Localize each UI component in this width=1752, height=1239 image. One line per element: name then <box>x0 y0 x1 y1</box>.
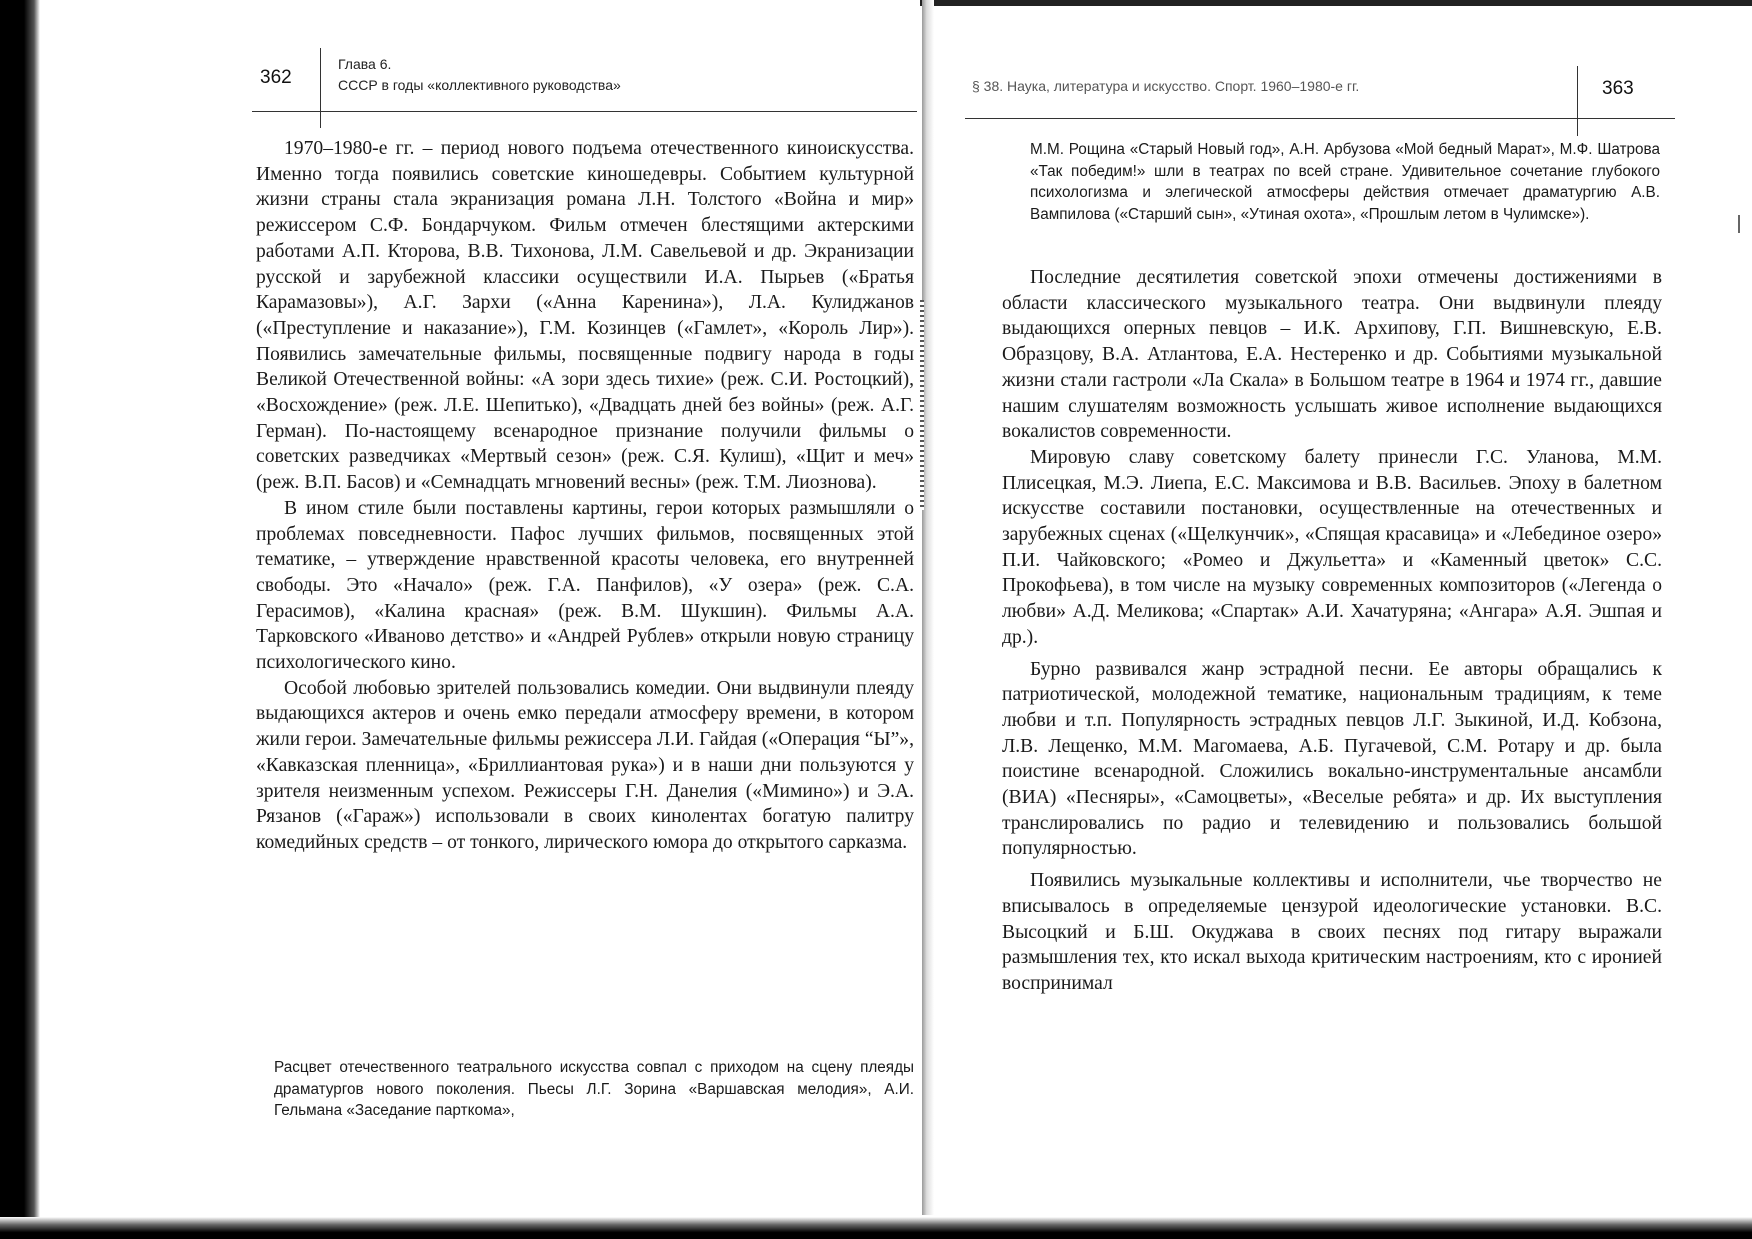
scan-bottom-edge <box>0 1217 1752 1239</box>
paragraph-pop-song: Бурно развивался жанр эстрадной песни. Ее авторы обращались к патриотической, молодежной тематике, национальным традициям, к теме любви и т.п. Популярность эстрадных певцов Л.Г. Зыкиной, И.Д. Кобзона, Л.В. Лещенко, М.М. Магомаева, А.Б. Пугачевой, С.М. Ротару и др. была поистине всенародной. Сложились вокально-инструментальные ансамбли (ВИА) «Песняры», «Самоцветы», «Веселые ребята» и др. Их выступления транслировались по радио и телевидению и пользовались большой популярностью. <box>1002 658 1662 860</box>
right-page <box>935 0 1735 1215</box>
header-vertical-rule <box>320 48 321 128</box>
scan-edge-fragment <box>1738 215 1740 233</box>
header-rule <box>252 111 917 112</box>
theatre-box-continued: М.М. Рощина «Старый Новый год», А.Н. Арбузова «Мой бедный Марат», М.Ф. Шатрова «Так победим!» шли в театрах по всей стране. Удивительное сочетание глубокого психологизма и элегической атмосферы действия отмечает драматургию А.В. Вампилова («Старший сын», «Утиная охота», «Прошлым летом в Чулимске»). <box>1030 141 1660 223</box>
left-page <box>60 0 920 1215</box>
book-gutter <box>922 0 934 1215</box>
right-text-column <box>1002 265 1662 997</box>
running-head-section: § 38. Наука, литература и искусство. Спорт. 1960–1980-е гг. <box>972 78 1360 94</box>
theatre-box-text: Расцвет отечественного театрального искусства совпал с приходом на сцену плеяды драматургов нового поколения. Пьесы Л.Г. Зорина «Варшавская мелодия», А.И. Гельмана «Заседание парткома», <box>274 1059 914 1120</box>
scan-left-edge <box>0 0 40 1239</box>
left-sidebar-box <box>274 1057 914 1122</box>
binding-marks <box>920 300 924 510</box>
running-head-chapter: Глава 6. <box>338 56 392 72</box>
running-head-title: СССР в годы «коллективного руководства» <box>338 77 621 93</box>
paragraph-ballet: Мировую славу советскому балету принесли Г.С. Уланова, М.М. Плисецкая, М.Э. Лиепа, Е.С. Максимова и В.В. Васильев. Эпоху в балетном искусстве составили постановки, осуществленные на отечественных и зарубежных сценах («Щелкунчик», «Спящая красавица» и «Лебединое озеро» П.И. Чайковского; «Ромео и Джульетта» и «Каменный цветок» С.С. Прокофьева), в том числе на музыку современных композиторов («Легенда о любви» А.Д. Меликова; «Спартак» А.И. Хачатуряна; «Ангара» А.Я. Эшпая и др.). <box>1002 446 1662 648</box>
paragraph-comedies: Особой любовью зрителей пользовались комедии. Они выдвинули плеяду выдающихся актеров и очень емко передали атмосферу времени, в котором жили герои. Замечательные фильмы режиссера Л.И. Гайдая («Операция “Ы”», «Кавказская пленница», «Бриллиантовая рука») и в наши дни пользуются у зрителя неизменным успехом. Режиссеры Г.Н. Данелия («Мимино») и Э.А. Рязанов («Гараж») использовали в своих кинолентах богатую палитру комедийных средств – от тонкого, лирического юмора до открытого сарказма. <box>256 677 914 853</box>
page-number: 362 <box>260 67 292 88</box>
header-rule <box>965 118 1675 119</box>
paragraph-bards: Появились музыкальные коллективы и исполнители, чье творчество не вписывалось в определяемые цензурой идеологические установки. В.С. Высоцкий и Б.Ш. Окуджава в своих песнях под гитару выражали размышления тех, кто искал выхода критическим настроениям, кто с иронией воспринимал <box>1002 870 1662 994</box>
paragraph-music-theatre: Последние десятилетия советской эпохи отмечены достижениями в области классического музыкального театра. Они выдвинули плеяду выдающихся оперных певцов – И.К. Архипову, Г.П. Вишневскую, Е.В. Образцову, В.А. Атлантова, Е.А. Нестеренко и др. Событиями музыкальной жизни стали гастроли «Ла Скала» в Большом театре в 1964 и 1974 гг., давшие нашим слушателям возможность услышать живое исполнение выдающихся вокалистов современности. <box>1002 267 1662 443</box>
right-sidebar-box <box>1030 139 1660 225</box>
header-vertical-rule <box>1577 66 1578 136</box>
paragraph-cinema-1: 1970–1980-е гг. – период нового подъема отечественного киноискусства. Именно тогда появились советские киношедевры. Событием культурной жизни страны стала экранизация романа Л.Н. Толстого «Война и мир» режиссером С.Ф. Бондарчуком. Фильм отмечен блестящими актерскими работами А.П. Кторова, В.В. Тихонова, Л.М. Савельевой и др. Экранизации русской и зарубежной классики осуществили И.А. Пырьев («Братья Карамазовы»), А.Г. Зархи («Анна Каренина»), Л.А. Кулиджанов («Преступление и наказание»), Г.М. Козинцев («Гамлет», «Король Лир»). Появились замечательные фильмы, посвященные подвигу народа в годы Великой Отечественной войны: «А зори здесь тихие» (реж. С.И. Ростоцкий), «Восхождение» (реж. Л.Е. Шепитько), «Двадцать дней без войны» (реж. А.Г. Герман). По-настоящему всенародное признание получили фильмы о советских разведчиках «Мертвый сезон» (реж. С.Я. Кулиш), «Щит и меч» (реж. В.П. Басов) и «Семнадцать мгновений весны» (реж. Т.М. Лиознова). <box>256 138 914 494</box>
paragraph-cinema-2: В ином стиле были поставлены картины, герои которых размышляли о проблемах повседневности. Пафос лучших фильмов, посвященных этой тематике, – утверждение нравственной красоты человека, его внутренней свободы. Это «Начало» (реж. Г.А. Панфилов), «У озера» (реж. С.А. Герасимов), «Калина красная» (реж. В.М. Шукшин). Фильмы А.А. Тарковского «Иваново детство» и «Андрей Рублев» открыли новую страницу психологического кино. <box>256 497 914 674</box>
left-text-column <box>256 136 914 856</box>
page-number: 363 <box>1602 78 1634 99</box>
